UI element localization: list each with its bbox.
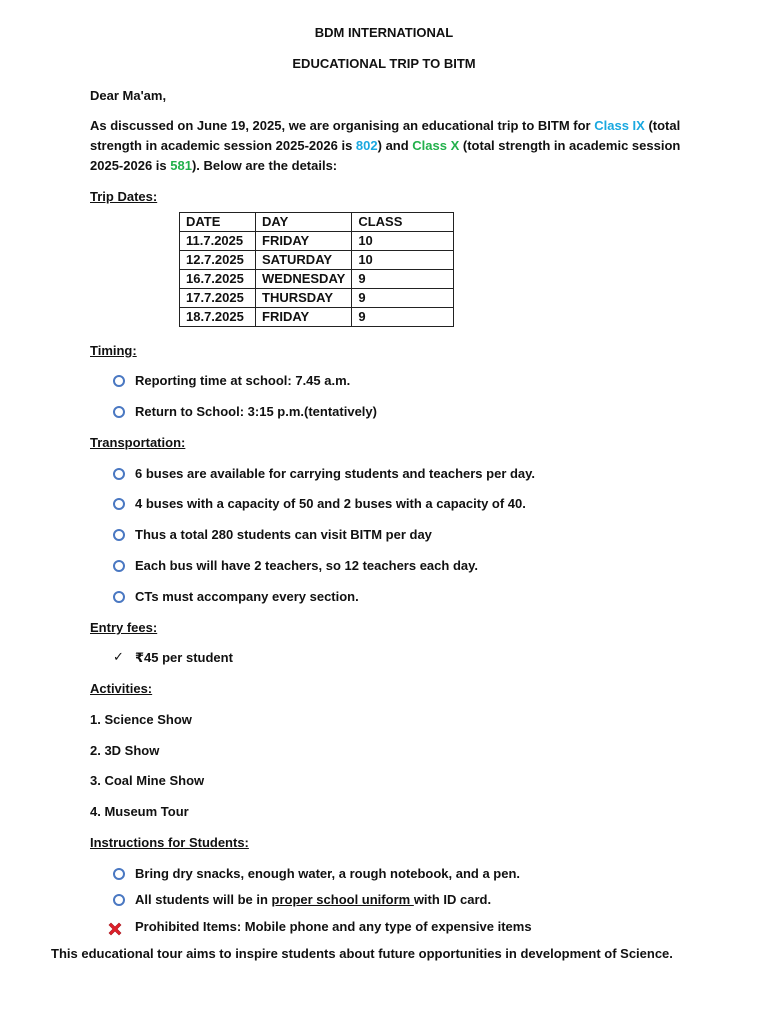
intro-text: 2025-2026 is	[90, 158, 171, 173]
prohibited-items: Prohibited Items: Mobile phone and any type of expensive items	[135, 919, 532, 934]
table-cell-day: FRIDAY	[256, 232, 352, 251]
intro-line-3	[90, 158, 337, 174]
red-cross-icon	[106, 920, 124, 938]
intro-line-1	[90, 118, 680, 134]
table-row	[180, 289, 454, 308]
list-item: Reporting time at school: 7.45 a.m.	[135, 373, 351, 388]
uniform-underlined-text: proper school uniform	[271, 892, 414, 907]
list-item: Return to School: 3:15 p.m.(tentatively)	[135, 404, 377, 419]
circle-bullet-icon	[113, 560, 125, 572]
intro-text: strength in academic session 2025-2026 is	[90, 138, 356, 153]
table-cell-date: 18.7.2025	[180, 308, 256, 327]
list-item: 3. Coal Mine Show	[90, 773, 205, 788]
checkmark-icon: ✓	[113, 649, 124, 664]
table-cell-class: 9	[352, 270, 454, 289]
list-item	[135, 892, 491, 908]
class-ix-label: Class IX	[594, 118, 645, 133]
trip-dates-heading: Trip Dates:	[90, 189, 158, 204]
circle-bullet-icon	[113, 868, 125, 880]
table-cell-date: 12.7.2025	[180, 251, 256, 270]
activities-heading: Activities:	[90, 681, 153, 696]
table-cell-day: THURSDAY	[256, 289, 352, 308]
table-cell-day: SATURDAY	[256, 251, 352, 270]
table-row	[180, 232, 454, 251]
list-item: 2. 3D Show	[90, 743, 160, 758]
table-header-cell: CLASS	[352, 213, 454, 232]
instructions-heading: Instructions for Students:	[90, 835, 249, 850]
list-item: Each bus will have 2 teachers, so 12 teachers each day.	[135, 558, 478, 573]
circle-bullet-icon	[113, 591, 125, 603]
circle-bullet-icon	[113, 406, 125, 418]
table-cell-date: 11.7.2025	[180, 232, 256, 251]
intro-text: (total	[644, 118, 681, 133]
document-title: EDUCATIONAL TRIP TO BITM	[292, 56, 476, 71]
intro-text: (total strength in academic session	[459, 138, 681, 153]
instruction-text: with ID card.	[413, 892, 492, 907]
circle-bullet-icon	[113, 529, 125, 541]
intro-text: As discussed on June 19, 2025, we are organising an educational trip to BITM for	[90, 118, 595, 133]
list-item: CTs must accompany every section.	[135, 589, 359, 604]
intro-text: ). Below are the details:	[191, 158, 338, 173]
list-item: Bring dry snacks, enough water, a rough notebook, and a pen.	[135, 866, 521, 881]
salutation: Dear Ma'am,	[90, 88, 167, 103]
table-cell-day: FRIDAY	[256, 308, 352, 327]
intro-text: ) and	[377, 138, 413, 153]
class-x-label: Class X	[412, 138, 460, 153]
circle-bullet-icon	[113, 498, 125, 510]
transportation-heading: Transportation:	[90, 435, 186, 450]
table-cell-date: 17.7.2025	[180, 289, 256, 308]
intro-line-2	[90, 138, 680, 154]
instruction-text: All students will be in	[135, 892, 272, 907]
table-cell-class: 9	[352, 308, 454, 327]
list-item: Thus a total 280 students can visit BITM per day	[135, 527, 432, 542]
table-header-cell: DAY	[256, 213, 352, 232]
class-ix-count: 802	[355, 138, 378, 153]
circle-bullet-icon	[113, 375, 125, 387]
closing-statement: This educational tour aims to inspire students about future opportunities in development of Science.	[51, 946, 673, 961]
school-name: BDM INTERNATIONAL	[314, 25, 454, 40]
entry-fees-heading: Entry fees:	[90, 620, 158, 635]
list-item: 4. Museum Tour	[90, 804, 189, 819]
table-header-row	[180, 213, 454, 232]
table-row	[180, 251, 454, 270]
table-cell-class: 9	[352, 289, 454, 308]
trip-dates-table	[179, 212, 454, 327]
circle-bullet-icon	[113, 468, 125, 480]
list-item: 1. Science Show	[90, 712, 192, 727]
table-row	[180, 308, 454, 327]
class-x-count: 581	[170, 158, 192, 173]
table-cell-date: 16.7.2025	[180, 270, 256, 289]
circle-bullet-icon	[113, 894, 125, 906]
timing-heading: Timing:	[90, 343, 137, 358]
list-item: 6 buses are available for carrying students and teachers per day.	[135, 466, 536, 481]
list-item: 4 buses with a capacity of 50 and 2 buses with a capacity of 40.	[135, 496, 526, 511]
table-cell-class: 10	[352, 232, 454, 251]
table-header-cell: DATE	[180, 213, 256, 232]
table-cell-day: WEDNESDAY	[256, 270, 352, 289]
table-cell-class: 10	[352, 251, 454, 270]
list-item: ₹45 per student	[135, 650, 233, 665]
table-row	[180, 270, 454, 289]
